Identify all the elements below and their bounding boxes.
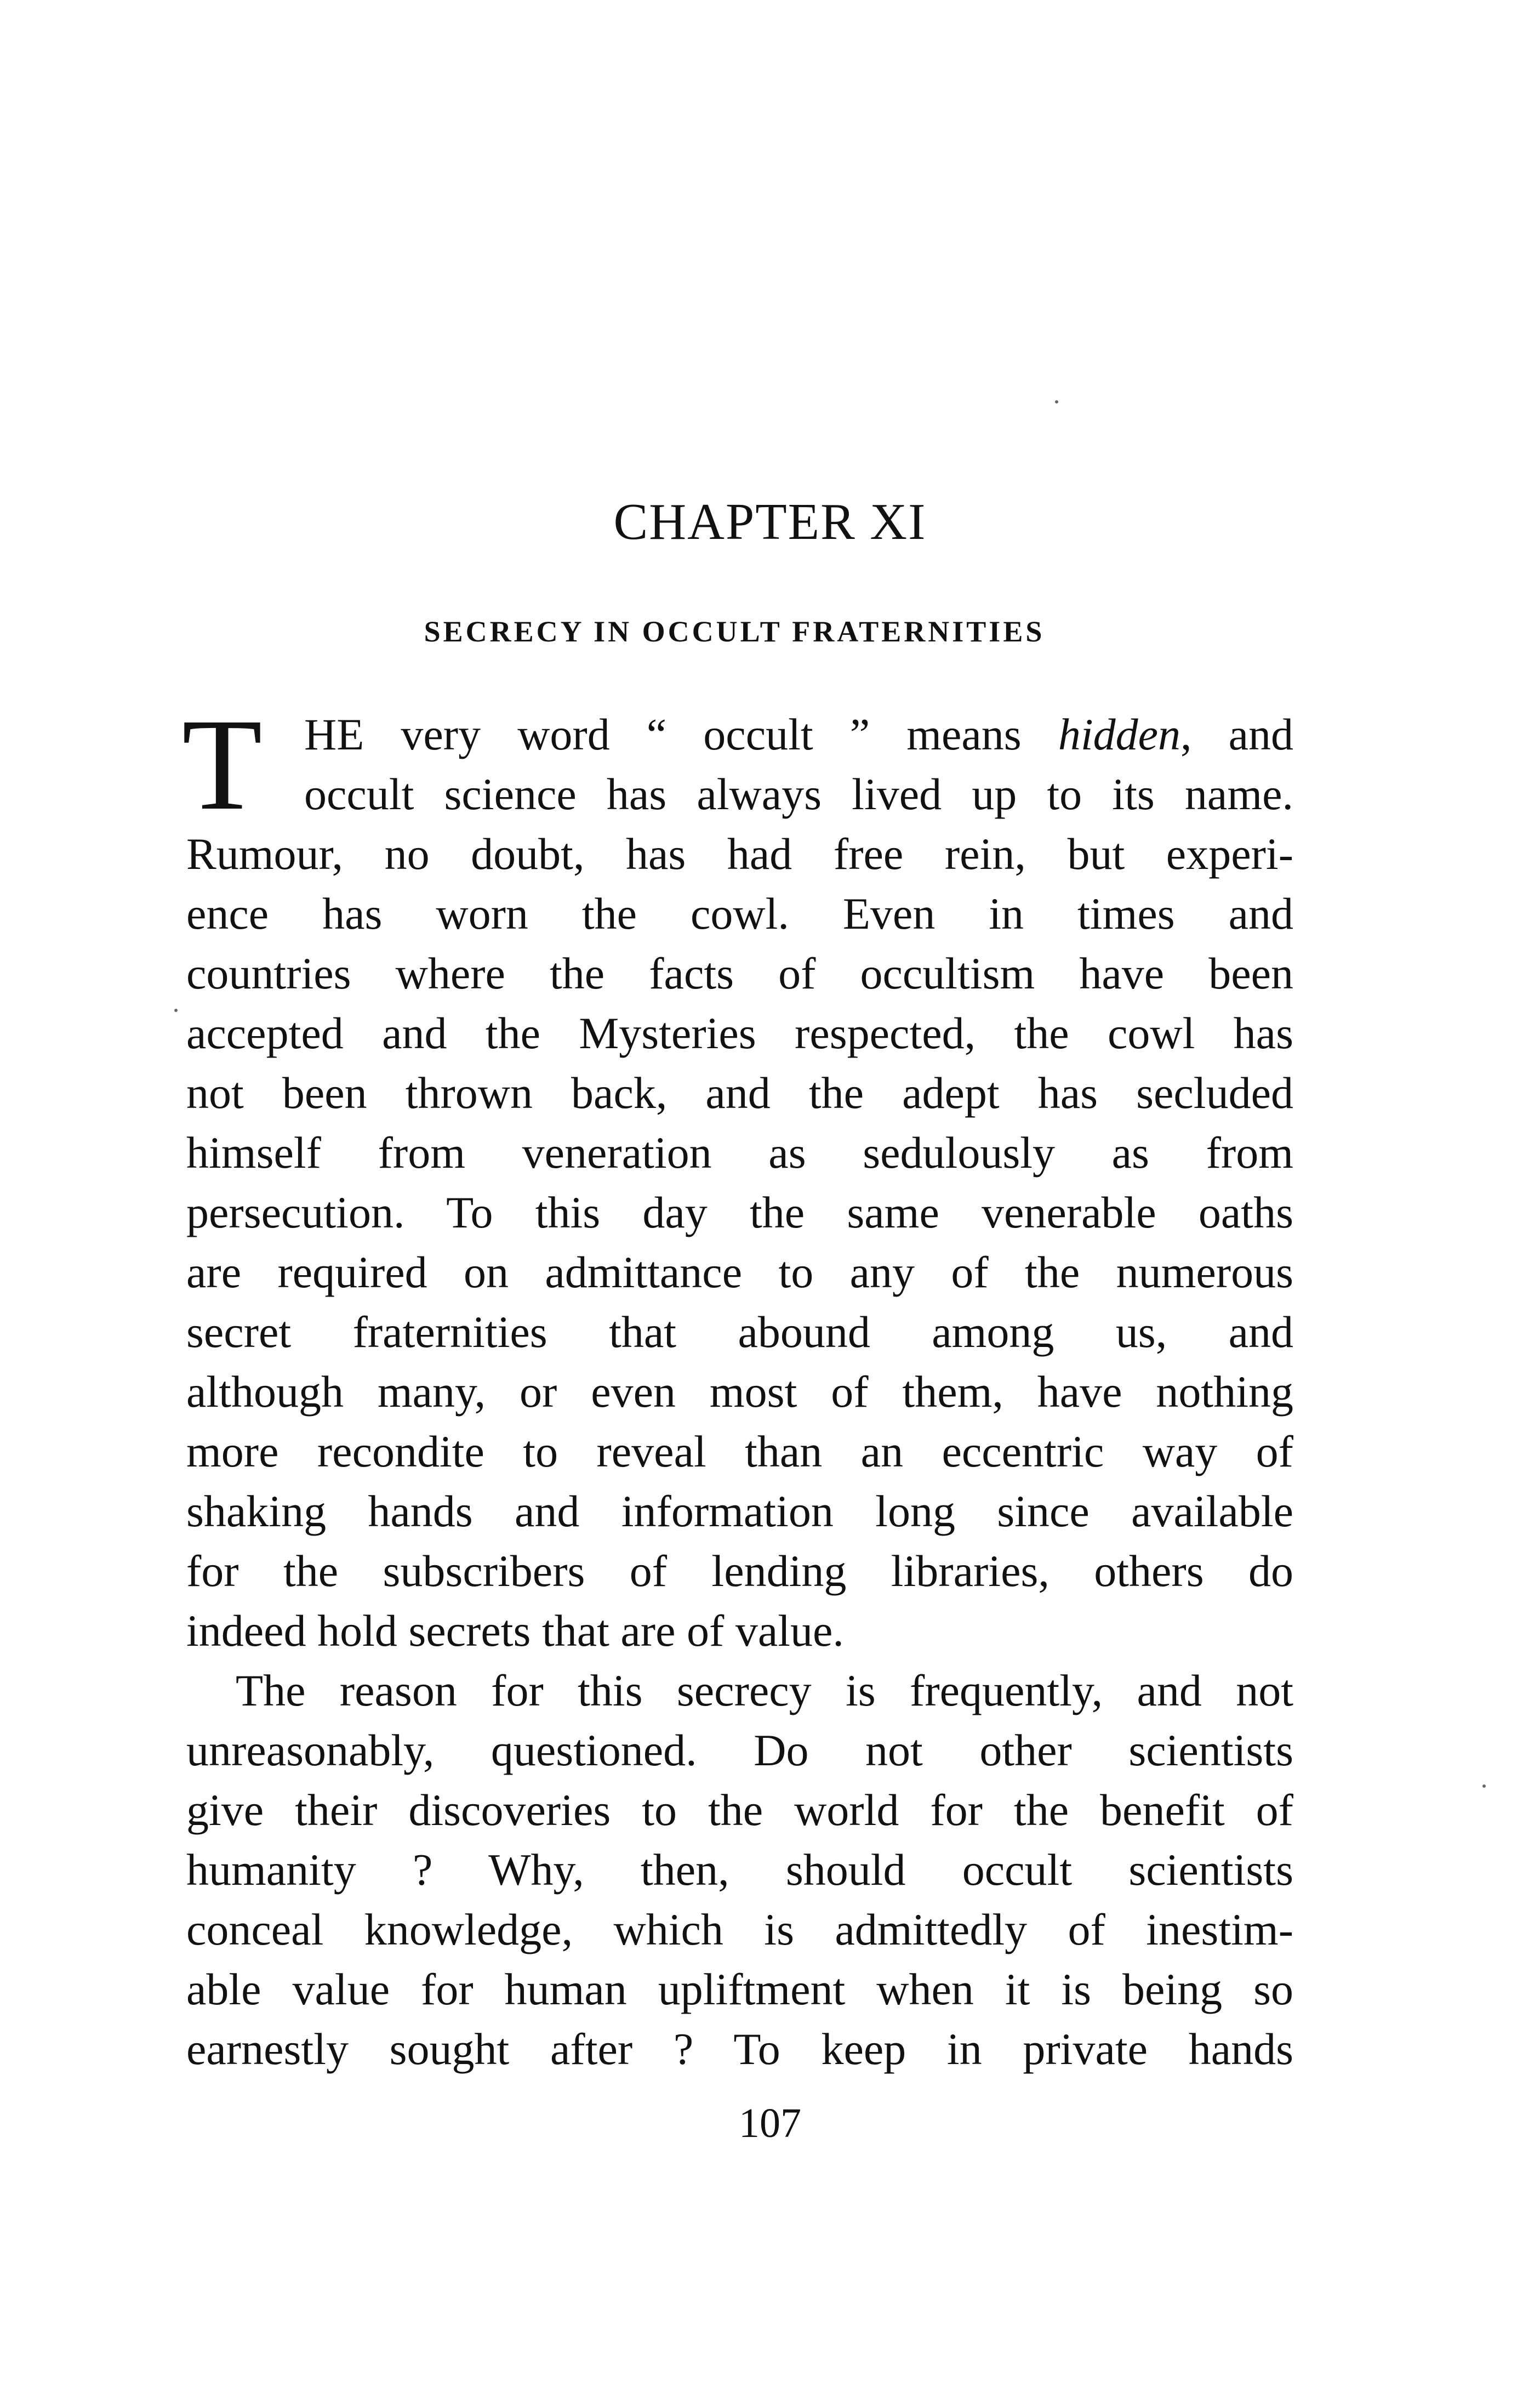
chapter-title: CHAPTER XI	[613, 493, 927, 550]
text-line: more recondite to reveal than an eccentric way of	[186, 1426, 1293, 1476]
text-line: himself from veneration as sedulously as from	[186, 1128, 1293, 1178]
text-line: indeed hold secrets that are of value.	[186, 1606, 844, 1656]
text-line: accepted and the Mysteries respected, the cowl has	[186, 1008, 1293, 1058]
print-speck	[1482, 1784, 1486, 1788]
drop-cap: T	[182, 691, 263, 837]
text-line: shaking hands and information long since available	[186, 1486, 1293, 1536]
text-line: give their discoveries to the world for the benefit of	[186, 1785, 1293, 1835]
text-line: able value for human upliftment when it is being so	[186, 1964, 1293, 2014]
body-text	[182, 691, 1293, 2079]
text-line: unreasonably, questioned. Do not other scientists	[186, 1725, 1293, 1775]
text-line: humanity ? Why, then, should occult scientists	[186, 1845, 1293, 1895]
text-line: countries where the facts of occultism have been	[186, 948, 1293, 998]
print-speck	[174, 1009, 178, 1012]
text-line: The reason for this secrecy is frequently, and not	[236, 1665, 1293, 1715]
text-line: are required on admittance to any of the numerous	[186, 1247, 1293, 1297]
text-line: occult science has always lived up to its name.	[304, 769, 1293, 819]
text-line: for the subscribers of lending libraries, others do	[186, 1546, 1293, 1596]
text-line: although many, or even most of them, have nothing	[186, 1367, 1293, 1417]
text-line: secret fraternities that abound among us, and	[186, 1307, 1293, 1357]
chapter-subtitle: SECRECY IN OCCULT FRATERNITIES	[424, 615, 1045, 648]
text-line: persecution. To this day the same venerable oaths	[186, 1187, 1293, 1237]
text-line: not been thrown back, and the adept has secluded	[186, 1068, 1293, 1118]
text-line: ence has worn the cowl. Even in times and	[186, 889, 1293, 939]
page-number: 107	[739, 2100, 801, 2146]
text-line: Rumour, no doubt, has had free rein, but experi-	[186, 829, 1293, 879]
text-line: HE very word “ occult ” means hidden, and	[304, 709, 1293, 759]
text-line: earnestly sought after ? To keep in private hands	[186, 2024, 1293, 2074]
text-line: conceal knowledge, which is admittedly of inestim-	[186, 1905, 1293, 1954]
italic-word: hidden	[1058, 709, 1180, 759]
print-speck	[1055, 400, 1058, 403]
